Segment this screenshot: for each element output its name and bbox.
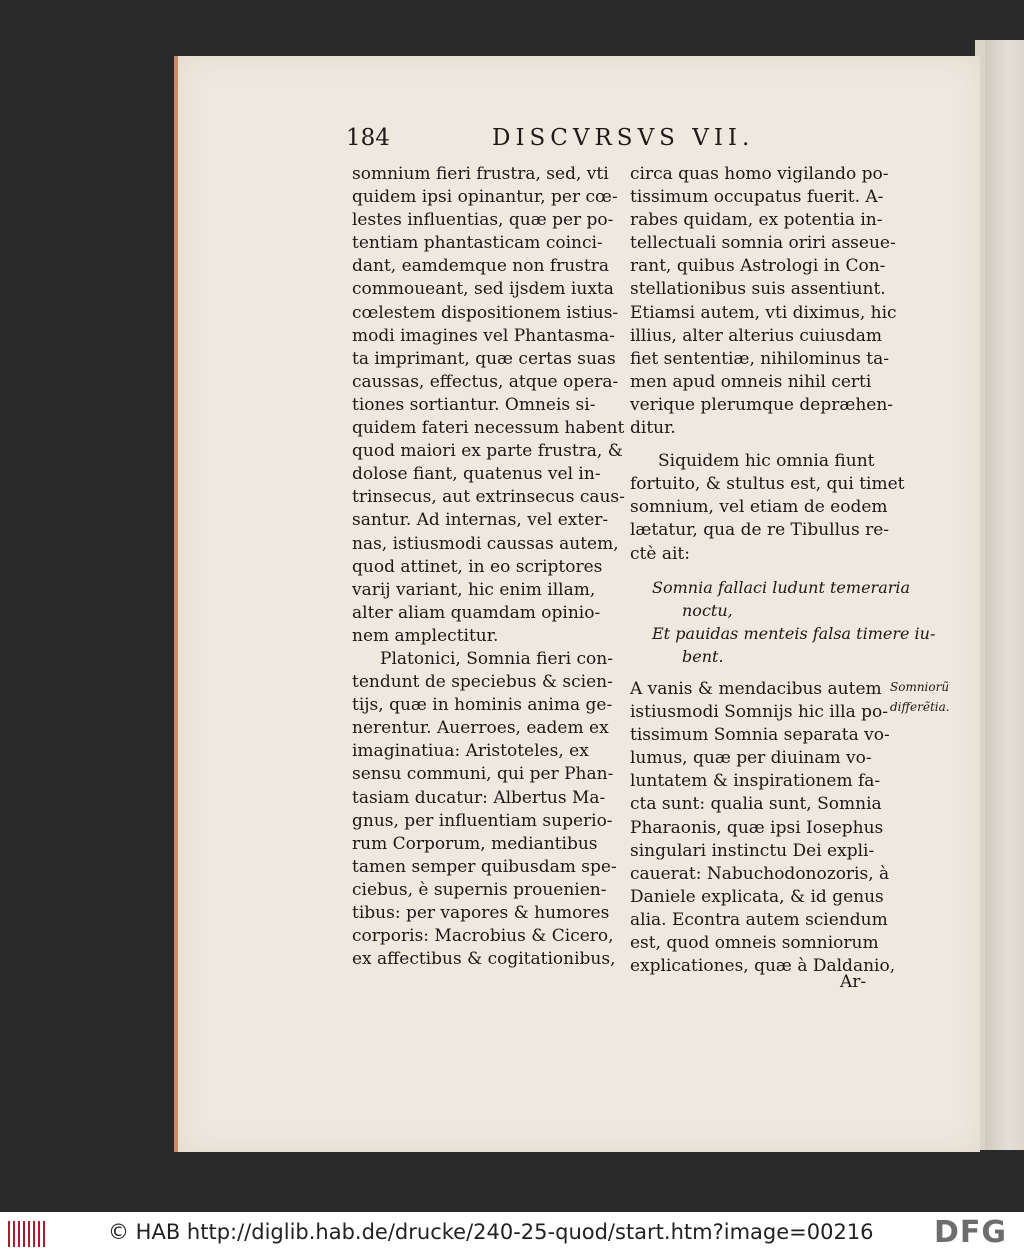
text-line: caussas, effectus, atque opera- <box>352 371 619 392</box>
text-line: fiet sententiæ, nihilominus ta- <box>630 348 890 369</box>
text-line: men apud omneis nihil certi <box>630 371 872 392</box>
text-line: gnus, per influentiam superio- <box>352 810 613 831</box>
text-line: ex affectibus & cogitationibus, <box>352 949 616 970</box>
text-line: tissimum occupatus fuerit. A- <box>630 187 884 208</box>
page-header <box>346 125 886 157</box>
text-line: santur. Ad internas, vel exter- <box>352 510 609 531</box>
text-line: alia. Econtra autem sciendum <box>630 909 888 930</box>
text-line: istiusmodi Somnijs hic illa po- <box>630 702 888 723</box>
text-line: Etiamsi autem, vti diximus, hic <box>630 302 897 323</box>
footer-bar <box>0 1212 1024 1255</box>
text-line: circa quas homo vigilando po- <box>630 164 889 184</box>
text-line: lætatur, qua de re Tibullus re- <box>630 520 890 541</box>
text-line: stellationibus suis assentiunt. <box>630 279 886 300</box>
text-line: dolose fiant, quatenus vel in- <box>352 464 601 485</box>
text-line: commoueant, sed ijsdem iuxta <box>352 279 614 300</box>
text-line: Et pauidas menteis falsa timere iu- <box>652 623 936 643</box>
text-line: tamen semper quibusdam spe- <box>352 856 617 877</box>
text-line: cta sunt: qualia sunt, Somnia <box>630 794 882 815</box>
text-line: ctè ait: <box>630 543 690 564</box>
text-line: quod maiori ex parte frustra, & <box>352 441 623 462</box>
text-line: somnium, vel etiam de eodem <box>630 497 888 518</box>
text-line: tijs, quæ in hominis anima ge- <box>352 695 613 716</box>
text-line: tissimum Somnia separata vo- <box>630 725 890 746</box>
text-line: somnium fieri frustra, sed, vti <box>352 164 609 184</box>
hab-logo-icon <box>8 1221 48 1247</box>
text-line: singulari instinctu Dei expli- <box>630 840 875 861</box>
copyright-link[interactable]: © HAB http://diglib.hab.de/drucke/240-25-quod/start.htm?image=00216 <box>108 1220 874 1244</box>
text-line: Daniele explicata, & id genus <box>630 886 884 907</box>
text-line: explicationes, quæ à Daldanio, <box>630 956 896 977</box>
text-line: Siquidem hic omnia fiunt <box>658 451 875 472</box>
text-line: ta imprimant, quæ certas suas <box>352 348 616 369</box>
text-line: tasiam ducatur: Albertus Ma- <box>352 787 606 808</box>
text-line: lumus, quæ per diuinam vo- <box>630 748 872 769</box>
right-column-bottom <box>630 678 896 978</box>
right-column-top <box>630 163 897 440</box>
text-line: rabes quidam, ex potentia in- <box>630 210 883 231</box>
marginal-note-line: differẽtia. <box>890 700 950 714</box>
text-line: cœlestem dispositionem istius- <box>352 302 619 323</box>
left-column <box>352 163 625 971</box>
text-line: lestes influentias, quæ per po- <box>352 210 614 231</box>
dfg-logo: DFG <box>934 1215 1008 1250</box>
text-line: dant, eamdemque non frustra <box>352 256 610 277</box>
text-line: Pharaonis, quæ ipsi Iosephus <box>630 817 884 838</box>
catchword: Ar- <box>840 972 867 992</box>
text-line: modi imagines vel Phantasma- <box>352 325 615 346</box>
text-line: illius, alter alterius cuiusdam <box>630 325 883 346</box>
right-column-middle <box>630 450 905 565</box>
text-line: quidem fateri necessum habent <box>352 418 625 439</box>
text-line: varij variant, hic enim illam, <box>352 579 596 600</box>
text-line: noctu, <box>682 600 733 620</box>
text-line: nas, istiusmodi caussas autem, <box>352 533 619 554</box>
text-line: Somnia fallaci ludunt temeraria <box>652 577 911 597</box>
marginal-note-line: Somniorũ <box>890 680 950 694</box>
text-line: quidem ipsi opinantur, per cœ- <box>352 187 618 208</box>
marginal-note <box>890 677 970 717</box>
text-line: cauerat: Nabuchodonozoris, à <box>630 863 890 884</box>
text-line: rant, quibus Astrologi in Con- <box>630 256 886 277</box>
text-line: tiones sortiantur. Omneis si- <box>352 394 596 415</box>
text-line: tellectuali somnia oriri asseue- <box>630 233 896 254</box>
text-line: fortuito, & stultus est, qui timet <box>630 474 905 495</box>
text-line: imaginatiua: Aristoteles, ex <box>352 741 589 762</box>
text-line: nem amplectitur. <box>352 625 499 646</box>
facing-page-strip <box>985 40 1024 1150</box>
text-line: trinsecus, aut extrinsecus caus- <box>352 487 625 508</box>
text-line: ciebus, è supernis prouenien- <box>352 879 607 900</box>
text-line: bent. <box>682 646 724 666</box>
text-line: quod attinet, in eo scriptores <box>352 556 603 577</box>
text-line: Platonici, Somnia fieri con- <box>380 648 613 669</box>
text-line: est, quod omneis somniorum <box>630 933 879 953</box>
text-line: ditur. <box>630 418 676 439</box>
running-head: DISCVRSVS VII. <box>492 125 755 151</box>
page-number: 184 <box>346 125 390 151</box>
text-line: tentiam phantasticam coinci- <box>352 233 603 254</box>
text-line: rum Corporum, mediantibus <box>352 833 598 854</box>
text-line: tendunt de speciebus & scien- <box>352 672 613 693</box>
text-line: luntatem & inspirationem fa- <box>630 771 881 792</box>
text-line: tibus: per vapores & humores <box>352 903 610 923</box>
verse-quotation <box>630 576 936 668</box>
text-line: verique plerumque depræhen- <box>630 394 894 415</box>
text-line: corporis: Macrobius & Cicero, <box>352 926 614 947</box>
text-line: alter aliam quamdam opinio- <box>352 602 601 623</box>
text-line: nerentur. Auerroes, eadem ex <box>352 718 609 739</box>
text-line: A vanis & mendacibus autem <box>630 678 882 699</box>
text-line: sensu communi, qui per Phan- <box>352 764 614 785</box>
